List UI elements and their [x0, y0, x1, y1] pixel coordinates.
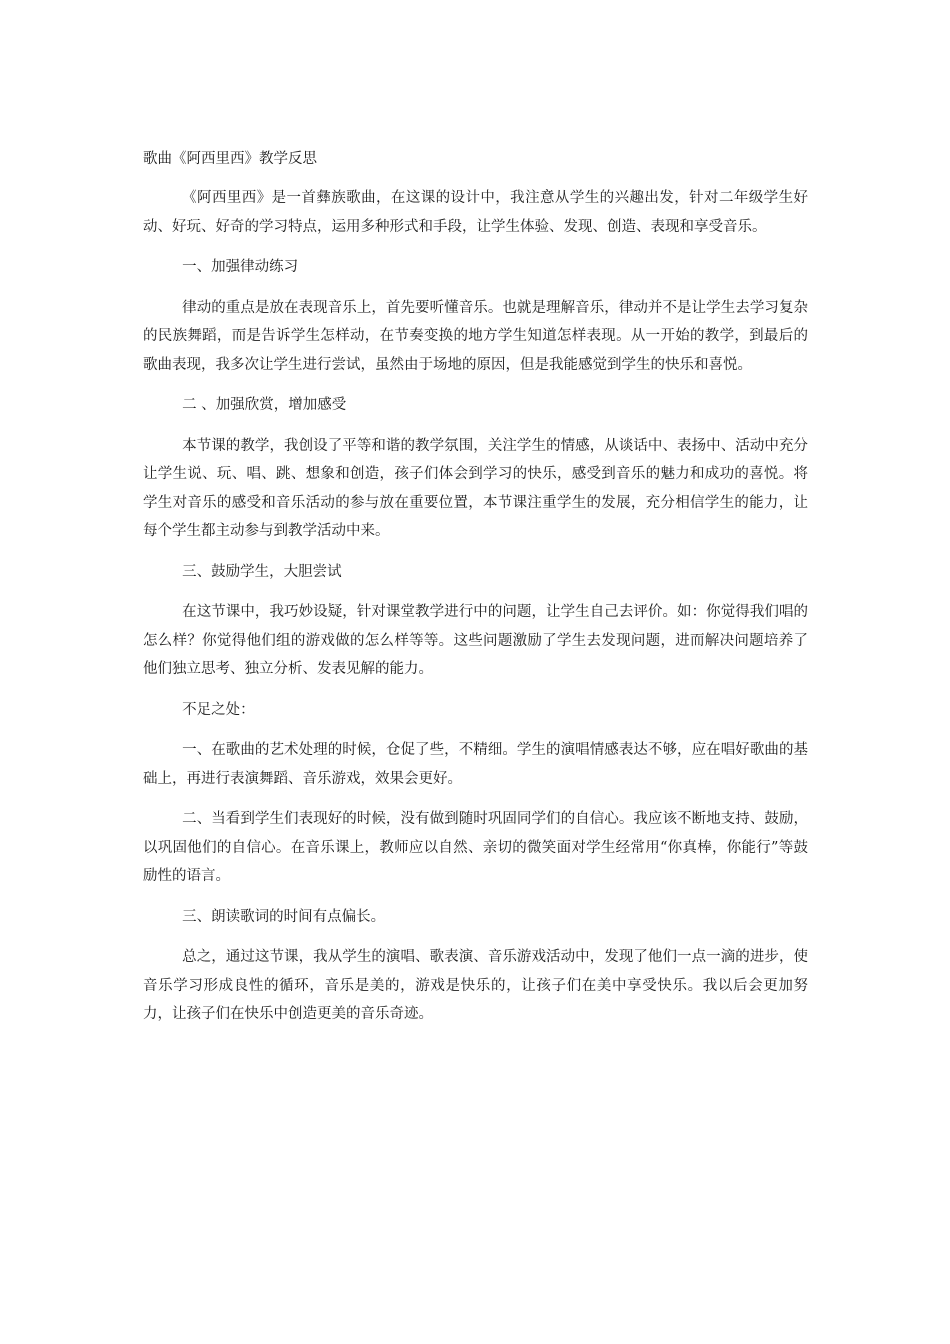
section-2-heading: 二 、加强欣赏，增加感受	[182, 397, 347, 413]
section-2-body: 本节课的教学，我创设了平等和谐的教学氛围，关注学生的情感，从谈话中、表扬中、活动中充分让学生说、玩、唱、跳、想象和创造，孩子们体会到学习的快乐，感受到音乐的魅力和成功的喜悦。将学生对音乐的感受和音乐活动的参与放在重要位置，本节课注重学生的发展，充分相信学生的能力，让每个学生都主动参与到教学活动中来。	[143, 437, 808, 539]
section-1-body: 律动的重点是放在表现音乐上，首先要听懂音乐。也就是理解音乐，律动并不是让学生去学习复杂的民族舞蹈，而是告诉学生怎样动，在节奏变换的地方学生知道怎样表现。从一开始的教学，到最后的歌曲表现，我多次让学生进行尝试，虽然由于场地的原因，但是我能感觉到学生的快乐和喜悦。	[143, 299, 808, 373]
section-1-heading: 一、加强律动练习	[182, 259, 299, 275]
document-page	[143, 144, 808, 1041]
conclusion-paragraph: 总之，通过这节课，我从学生的演唱、歌表演、音乐游戏活动中，发现了他们一点一滴的进步，使音乐学习形成良性的循环，音乐是美的，游戏是快乐的，让孩子们在美中享受快乐。我以后会更加努力，让孩子们在快乐中创造更美的音乐奇迹。	[143, 949, 808, 1022]
shortcoming-item-2: 二、当看到学生们表现好的时候，没有做到随时巩固同学们的自信心。我应该不断地支持、鼓励，以巩固他们的自信心。在音乐课上，教师应以自然、亲切的微笑面对学生经常用“你真棒，你能行”等鼓励性的语言。	[143, 811, 808, 884]
section-3-heading: 三、鼓励学生，大胆尝试	[182, 563, 342, 580]
shortcomings-heading: 不足之处：	[182, 701, 255, 718]
intro-paragraph: 《阿西里西》是一首彝族歌曲，在这课的设计中，我注意从学生的兴趣出发，针对二年级学生好动、好玩、好奇的学习特点，运用多种形式和手段，让学生体验、发现、创造、表现和享受音乐。	[143, 190, 808, 235]
document-title: 歌曲《阿西里西》教学反思	[143, 151, 317, 167]
shortcoming-item-3: 三、朗读歌词的时间有点偏长。	[182, 908, 386, 925]
section-3-body: 在这节课中，我巧妙设疑，针对课堂教学进行中的问题，让学生自己去评价。如：你觉得我们唱的怎么样？你觉得他们组的游戏做的怎么样等等。这些问题激励了学生去发现问题，进而解决问题培养了他们独立思考、独立分析、发表见解的能力。	[143, 604, 808, 677]
shortcoming-item-1: 一、在歌曲的艺术处理的时候，仓促了些，不精细。学生的演唱情感表达不够，应在唱好歌曲的基础上，再进行表演舞蹈、音乐游戏，效果会更好。	[143, 742, 808, 787]
